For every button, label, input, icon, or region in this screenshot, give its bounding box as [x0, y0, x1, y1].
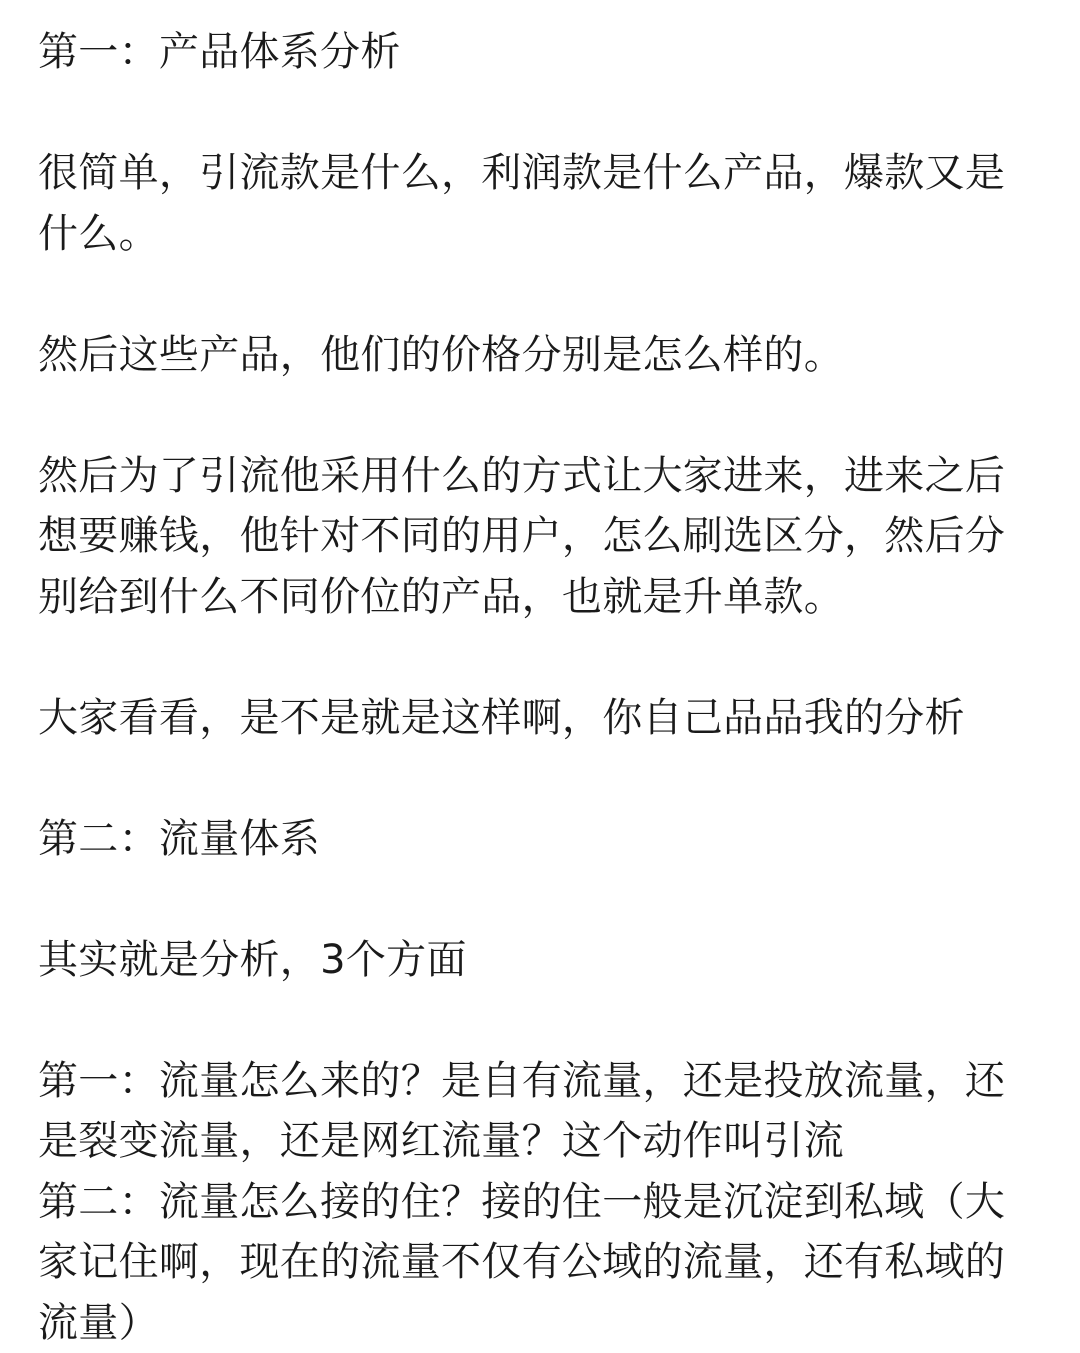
paragraph-gap	[38, 627, 1042, 688]
heading-product-system: 第一：产品体系分析	[38, 22, 1042, 83]
paragraph-traffic-method: 然后为了引流他采用什么的方式让大家进来，进来之后想要赚钱，他针对不同的用户，怎么刷选区分，然后分别给到什么不同价位的产品，也就是升单款。	[38, 446, 1042, 628]
paragraph-gap	[38, 83, 1042, 144]
paragraph-gap	[38, 869, 1042, 930]
paragraph-pricing: 然后这些产品，他们的价格分别是怎么样的。	[38, 325, 1042, 386]
paragraph-gap	[38, 748, 1042, 809]
paragraph-three-aspects: 其实就是分析，3个方面	[38, 930, 1042, 991]
list-item-traffic-retention: 第二：流量怎么接的住？接的住一般是沉淀到私域（大家记住啊，现在的流量不仅有公域的流量，还有私域的流量）	[38, 1172, 1042, 1353]
paragraph-gap	[38, 990, 1042, 1051]
paragraph-product-types: 很简单，引流款是什么，利润款是什么产品，爆款又是什么。	[38, 143, 1042, 264]
paragraph-gap	[38, 385, 1042, 446]
list-item-traffic-source: 第一：流量怎么来的？是自有流量，还是投放流量，还是裂变流量，还是网红流量？这个动作叫引流	[38, 1051, 1042, 1172]
heading-traffic-system: 第二：流量体系	[38, 809, 1042, 870]
paragraph-think-about-it: 大家看看，是不是就是这样啊，你自己品品我的分析	[38, 688, 1042, 749]
paragraph-gap	[38, 264, 1042, 325]
